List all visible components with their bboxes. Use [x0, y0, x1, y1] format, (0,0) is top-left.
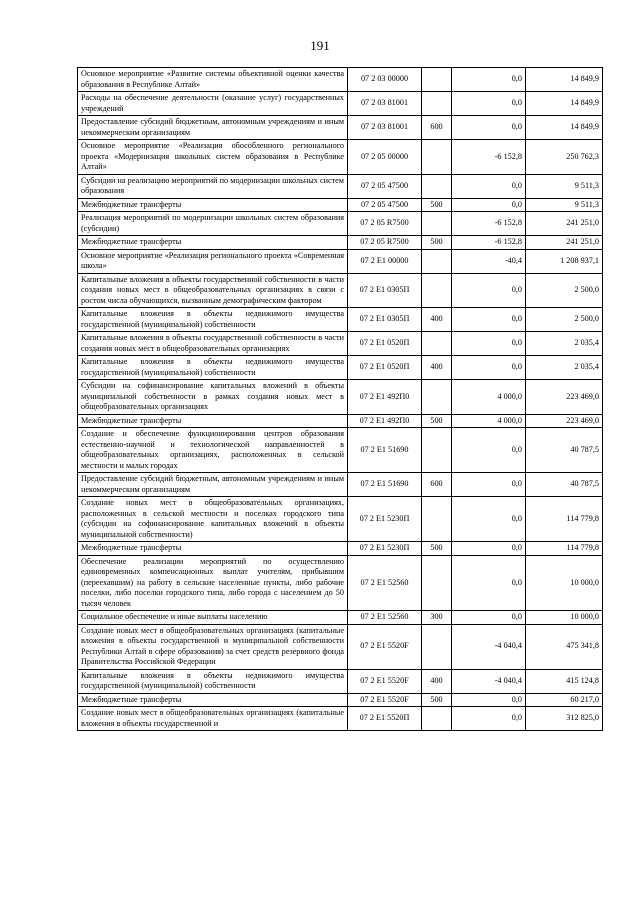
table-row — [78, 669, 603, 693]
row-expense-type-cell — [422, 332, 452, 356]
row-name-cell: Субсидии на реализацию мероприятий по модернизации школьных систем образования — [78, 174, 348, 198]
row-total-amount-cell: 40 787,5 — [526, 473, 603, 497]
row-code-cell: 07 2 E1 00000 — [348, 249, 422, 273]
row-total-amount-cell: 14 849,9 — [526, 68, 603, 92]
row-total-amount-cell: 10 000,0 — [526, 611, 603, 625]
row-total-amount-cell: 475 341,8 — [526, 624, 603, 669]
row-total-amount-cell: 223 469,0 — [526, 414, 603, 428]
row-total-amount-cell: 14 849,9 — [526, 116, 603, 140]
table-row — [78, 249, 603, 273]
row-change-amount-cell: -4 040,4 — [452, 624, 526, 669]
row-name-cell: Капитальные вложения в объекты государственной собственности в части создания новых мест в общеобразовательных организациях в связи с ростом числа обучающихся, вызванным демографическим фактором — [78, 273, 348, 308]
row-name-cell: Создание новых мест в общеобразовательных организациях (капитальные вложения в объекты государственной и муниципальной собственности Республики Алтай в сфере образования) за счет средств резервного фонда Правительства Российской Федерации — [78, 624, 348, 669]
row-name-cell: Обеспечение реализации мероприятий по осуществлению единовременных компенсационных выплат учителям, прибывшим (переехавшим) на работу в сельские населенные пункты, либо рабочие поселки, либо поселки городского типа, либо города с населением до 50 тысяч человек — [78, 555, 348, 611]
row-change-amount-cell: 0,0 — [452, 273, 526, 308]
row-total-amount-cell: 9 511,3 — [526, 174, 603, 198]
row-name-cell: Расходы на обеспечение деятельности (оказание услуг) государственных учреждений — [78, 92, 348, 116]
row-code-cell: 07 2 E1 5520П — [348, 707, 422, 731]
row-total-amount-cell: 415 124,8 — [526, 669, 603, 693]
row-total-amount-cell: 2 500,0 — [526, 308, 603, 332]
row-total-amount-cell: 2 500,0 — [526, 273, 603, 308]
row-name-cell: Капитальные вложения в объекты недвижимого имущества государственной (муниципальной) собственности — [78, 669, 348, 693]
row-change-amount-cell: 0,0 — [452, 497, 526, 542]
row-expense-type-cell: 500 — [422, 236, 452, 250]
table-row — [78, 198, 603, 212]
row-total-amount-cell: 60 217,0 — [526, 693, 603, 707]
row-expense-type-cell: 600 — [422, 116, 452, 140]
row-change-amount-cell: -4 040,4 — [452, 669, 526, 693]
row-change-amount-cell: 0,0 — [452, 308, 526, 332]
table-row — [78, 555, 603, 611]
row-expense-type-cell — [422, 624, 452, 669]
row-change-amount-cell: 4 000,0 — [452, 414, 526, 428]
row-name-cell: Межбюджетные трансферты — [78, 693, 348, 707]
row-total-amount-cell: 312 825,0 — [526, 707, 603, 731]
row-code-cell: 07 2 E1 52560 — [348, 555, 422, 611]
row-name-cell: Капитальные вложения в объекты недвижимого имущества государственной (муниципальной) собственности — [78, 356, 348, 380]
row-change-amount-cell: 0,0 — [452, 707, 526, 731]
table-row — [78, 707, 603, 731]
row-change-amount-cell: -40,4 — [452, 249, 526, 273]
table-row — [78, 140, 603, 175]
row-total-amount-cell: 40 787,5 — [526, 428, 603, 473]
row-change-amount-cell: -6 152,8 — [452, 140, 526, 175]
row-total-amount-cell: 2 035,4 — [526, 332, 603, 356]
row-expense-type-cell — [422, 273, 452, 308]
row-name-cell: Капитальные вложения в объекты недвижимого имущества государственной (муниципальной) собственности — [78, 308, 348, 332]
table-row — [78, 356, 603, 380]
row-name-cell: Предоставление субсидий бюджетным, автономным учреждениям и иным некоммерческим организациям — [78, 473, 348, 497]
row-expense-type-cell — [422, 555, 452, 611]
row-total-amount-cell: 14 849,9 — [526, 92, 603, 116]
table-row — [78, 308, 603, 332]
table-row — [78, 473, 603, 497]
row-name-cell: Капитальные вложения в объекты государственной собственности в части создания новых мест в общеобразовательных организациях — [78, 332, 348, 356]
row-expense-type-cell: 400 — [422, 308, 452, 332]
table-row — [78, 68, 603, 92]
row-change-amount-cell: 0,0 — [452, 332, 526, 356]
table-row — [78, 428, 603, 473]
row-change-amount-cell: 0,0 — [452, 611, 526, 625]
row-expense-type-cell — [422, 68, 452, 92]
table-row — [78, 273, 603, 308]
row-name-cell: Предоставление субсидий бюджетным, автономным учреждениям и иным некоммерческим организациям — [78, 116, 348, 140]
row-change-amount-cell: 0,0 — [452, 555, 526, 611]
row-name-cell: Основное мероприятие «Развитие системы объективной оценки качества образования в Республике Алтай» — [78, 68, 348, 92]
row-name-cell: Межбюджетные трансферты — [78, 236, 348, 250]
table-row — [78, 236, 603, 250]
row-change-amount-cell: 0,0 — [452, 356, 526, 380]
row-change-amount-cell: -6 152,8 — [452, 212, 526, 236]
table-row — [78, 611, 603, 625]
row-change-amount-cell: 0,0 — [452, 473, 526, 497]
row-code-cell: 07 2 05 47500 — [348, 174, 422, 198]
row-change-amount-cell: 0,0 — [452, 693, 526, 707]
row-change-amount-cell: -6 152,8 — [452, 236, 526, 250]
row-change-amount-cell: 0,0 — [452, 198, 526, 212]
row-code-cell: 07 2 03 81001 — [348, 116, 422, 140]
row-total-amount-cell: 2 035,4 — [526, 356, 603, 380]
row-name-cell: Межбюджетные трансферты — [78, 198, 348, 212]
row-change-amount-cell: 4 000,0 — [452, 380, 526, 415]
row-total-amount-cell: 241 251,0 — [526, 236, 603, 250]
row-code-cell: 07 2 E1 0520П — [348, 332, 422, 356]
row-code-cell: 07 2 E1 0305П — [348, 273, 422, 308]
table-row — [78, 414, 603, 428]
row-change-amount-cell: 0,0 — [452, 428, 526, 473]
row-total-amount-cell: 9 511,3 — [526, 198, 603, 212]
row-expense-type-cell — [422, 707, 452, 731]
table-row — [78, 92, 603, 116]
row-expense-type-cell: 500 — [422, 414, 452, 428]
row-total-amount-cell: 250 762,3 — [526, 140, 603, 175]
page-number: 191 — [310, 38, 330, 53]
row-change-amount-cell: 0,0 — [452, 116, 526, 140]
row-code-cell: 07 2 E1 5230П — [348, 542, 422, 556]
row-name-cell: Реализация мероприятий по модернизации школьных систем образования (субсидии) — [78, 212, 348, 236]
row-name-cell: Создание новых мест в общеобразовательных организациях, расположенных в сельской местности и поселках городского типа (субсидии на софинансирование капитальных вложений в объекты муниципальной собственности) — [78, 497, 348, 542]
row-code-cell: 07 2 05 R7500 — [348, 236, 422, 250]
row-name-cell: Межбюджетные трансферты — [78, 542, 348, 556]
row-code-cell: 07 2 05 47500 — [348, 198, 422, 212]
table-row — [78, 212, 603, 236]
row-name-cell: Основное мероприятие «Реализация регионального проекта «Современная школа» — [78, 249, 348, 273]
row-total-amount-cell: 114 779,8 — [526, 542, 603, 556]
row-total-amount-cell: 114 779,8 — [526, 497, 603, 542]
row-code-cell: 07 2 E1 492П0 — [348, 380, 422, 415]
row-code-cell: 07 2 03 00000 — [348, 68, 422, 92]
row-name-cell: Субсидии на софинансирование капитальных вложений в объекты муниципальной собственности в рамках создания новых мест в общеобразовательных организациях — [78, 380, 348, 415]
row-code-cell: 07 2 05 R7500 — [348, 212, 422, 236]
row-total-amount-cell: 1 208 937,1 — [526, 249, 603, 273]
table-row — [78, 116, 603, 140]
budget-table-body — [78, 68, 603, 731]
row-code-cell: 07 2 E1 51690 — [348, 473, 422, 497]
row-expense-type-cell — [422, 212, 452, 236]
row-expense-type-cell — [422, 140, 452, 175]
budget-table — [77, 67, 603, 731]
row-name-cell: Межбюджетные трансферты — [78, 414, 348, 428]
row-expense-type-cell: 400 — [422, 669, 452, 693]
table-row — [78, 542, 603, 556]
row-change-amount-cell: 0,0 — [452, 542, 526, 556]
row-name-cell: Социальное обеспечение и иные выплаты населению — [78, 611, 348, 625]
row-expense-type-cell: 300 — [422, 611, 452, 625]
row-code-cell: 07 2 E1 52560 — [348, 611, 422, 625]
row-total-amount-cell: 10 000,0 — [526, 555, 603, 611]
row-expense-type-cell: 600 — [422, 473, 452, 497]
row-name-cell: Создание и обеспечение функционирования центров образования естественно-научной и технологической направленностей в общеобразовательных организациях, расположенных в сельской местности и малых городах — [78, 428, 348, 473]
row-expense-type-cell — [422, 174, 452, 198]
row-code-cell: 07 2 E1 492П0 — [348, 414, 422, 428]
row-expense-type-cell — [422, 92, 452, 116]
row-code-cell: 07 2 E1 5520F — [348, 693, 422, 707]
row-change-amount-cell: 0,0 — [452, 92, 526, 116]
row-expense-type-cell: 400 — [422, 356, 452, 380]
table-row — [78, 380, 603, 415]
table-row — [78, 693, 603, 707]
row-expense-type-cell — [422, 380, 452, 415]
row-code-cell: 07 2 03 81001 — [348, 92, 422, 116]
table-row — [78, 624, 603, 669]
row-code-cell: 07 2 E1 5520F — [348, 624, 422, 669]
row-code-cell: 07 2 E1 51690 — [348, 428, 422, 473]
row-total-amount-cell: 223 469,0 — [526, 380, 603, 415]
row-name-cell: Создание новых мест в общеобразовательных организациях (капитальные вложения в объекты государственной и — [78, 707, 348, 731]
row-expense-type-cell — [422, 428, 452, 473]
table-row — [78, 332, 603, 356]
row-expense-type-cell: 500 — [422, 693, 452, 707]
row-change-amount-cell: 0,0 — [452, 68, 526, 92]
row-expense-type-cell — [422, 249, 452, 273]
table-row — [78, 497, 603, 542]
row-code-cell: 07 2 E1 5230П — [348, 497, 422, 542]
row-code-cell: 07 2 E1 0305П — [348, 308, 422, 332]
row-code-cell: 07 2 E1 5520F — [348, 669, 422, 693]
row-code-cell: 07 2 E1 0520П — [348, 356, 422, 380]
row-code-cell: 07 2 05 00000 — [348, 140, 422, 175]
row-change-amount-cell: 0,0 — [452, 174, 526, 198]
row-name-cell: Основное мероприятие «Реализация обособленного регионального проекта «Модернизация школьных систем образования в Республике Алтай» — [78, 140, 348, 175]
table-row — [78, 174, 603, 198]
row-total-amount-cell: 241 251,0 — [526, 212, 603, 236]
row-expense-type-cell: 500 — [422, 542, 452, 556]
row-expense-type-cell — [422, 497, 452, 542]
row-expense-type-cell: 500 — [422, 198, 452, 212]
